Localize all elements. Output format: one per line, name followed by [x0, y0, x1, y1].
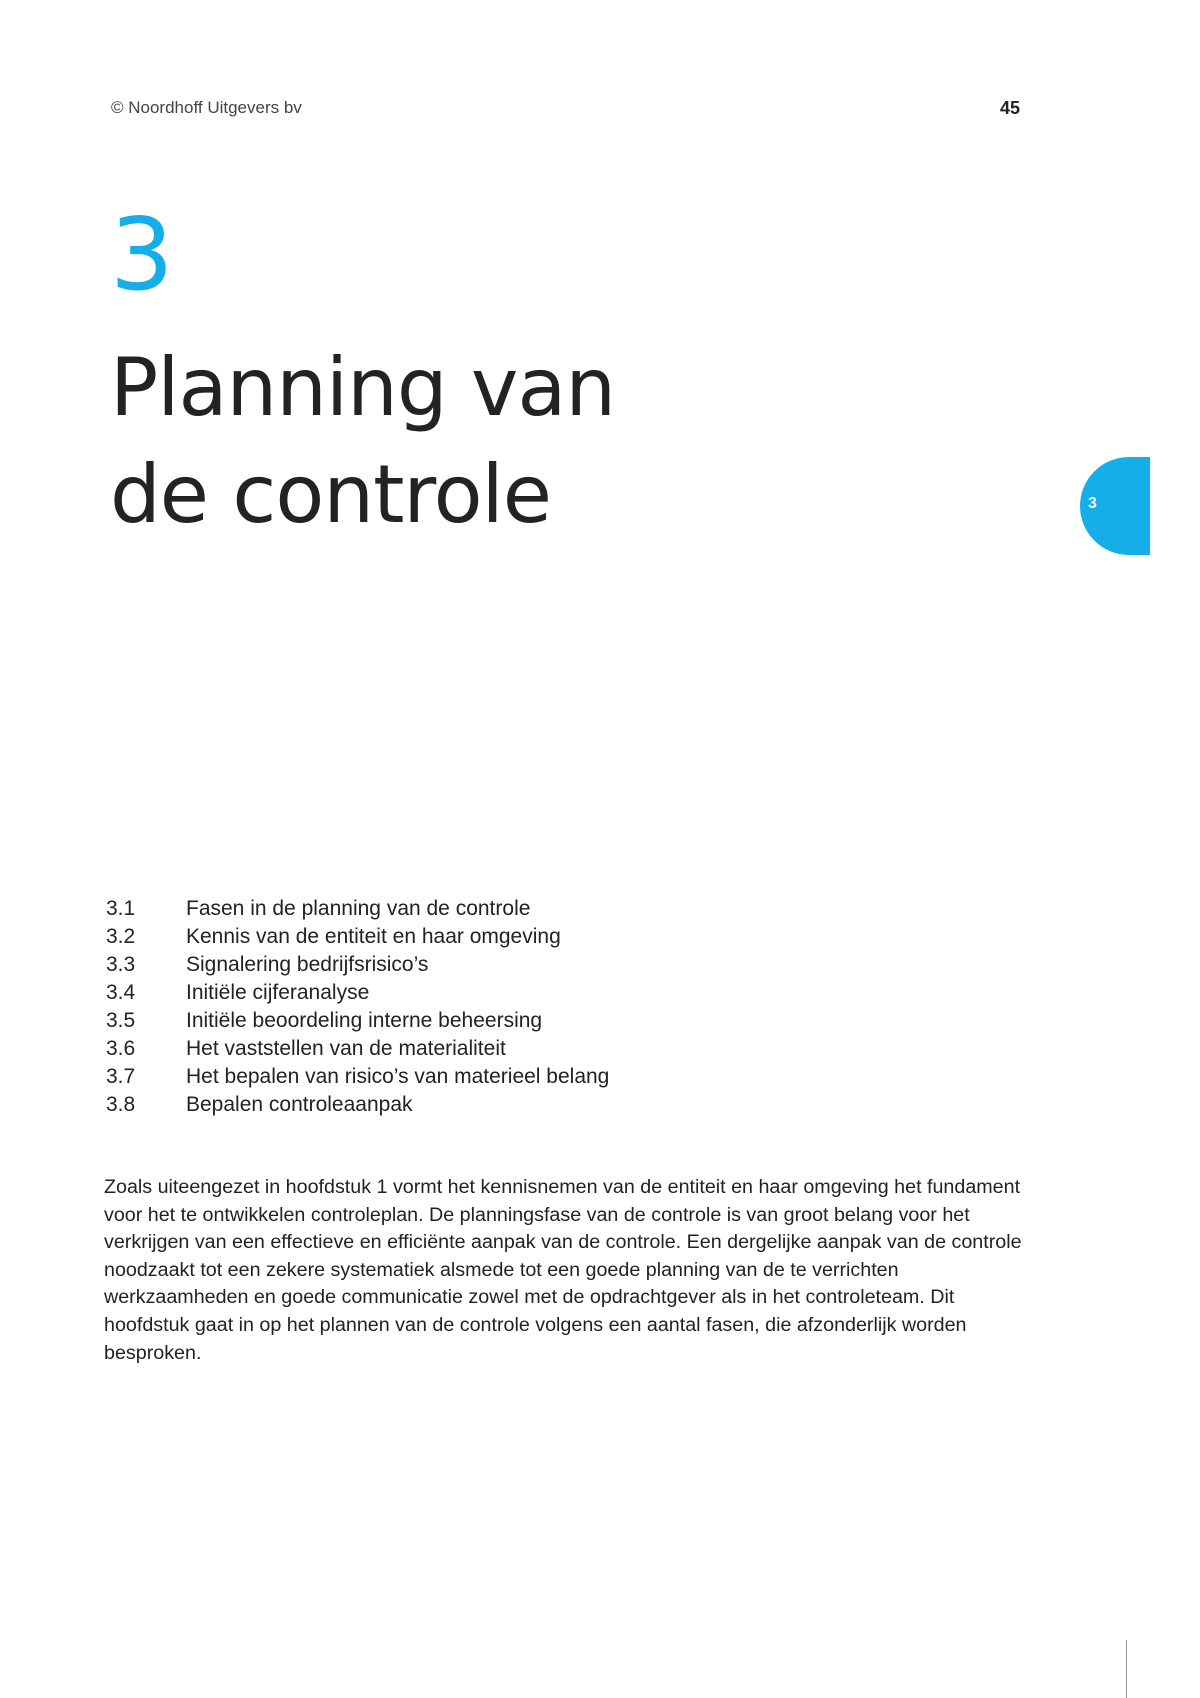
chapter-number: 3: [110, 196, 174, 313]
toc-item-number: 3.3: [106, 953, 136, 976]
scan-edge-line: [1126, 1640, 1127, 1698]
toc-item-number: 3.4: [106, 981, 136, 1004]
toc-item-number: 3.7: [106, 1065, 136, 1088]
chapter-intro-paragraph: Zoals uiteengezet in hoofdstuk 1 vormt het kennisnemen van de entiteit en haar omgeving het fundament voor het te ontwikkelen controleplan. De planningsfase van de controle is van groot belang voor het verkrijgen van een effectieve en efficiënte aanpak van de controle. Een dergelijke aanpak van de controle noodzaakt tot een zekere systematiek alsmede tot een goede planning van de te verrichten werkzaamheden en goede communicatie zowel met de opdrachtgever als in het controleteam. Dit hoofdstuk gaat in op het plannen van de controle volgens een aantal fasen, die afzonderlijk worden besproken.: [104, 1176, 1022, 1364]
toc-item-title: Bepalen controleaanpak: [186, 1093, 413, 1116]
toc-item: [106, 1063, 609, 1091]
chapter-contents-list: [106, 895, 609, 1119]
toc-item: [106, 1035, 609, 1063]
toc-item-title: Kennis van de entiteit en haar omgeving: [186, 925, 561, 948]
chapter-thumb-tab: [1080, 457, 1150, 555]
toc-item-title: Initiële cijferanalyse: [186, 981, 370, 1004]
toc-item-number: 3.1: [106, 897, 136, 920]
toc-item-title: Het bepalen van risico’s van materieel belang: [186, 1065, 610, 1088]
toc-item-number: 3.6: [106, 1037, 136, 1060]
copyright-notice: © Noordhoff Uitgevers bv: [111, 98, 302, 117]
toc-item: [106, 895, 609, 923]
page-number: 45: [1000, 98, 1021, 118]
toc-item: [106, 1091, 609, 1119]
toc-item: [106, 1007, 609, 1035]
toc-item-title: Signalering bedrijfsrisico’s: [186, 953, 429, 976]
toc-item-number: 3.8: [106, 1093, 136, 1116]
toc-item-title: Initiële beoordeling interne beheersing: [186, 1009, 543, 1032]
toc-item-number: 3.2: [106, 925, 136, 948]
toc-item: [106, 979, 609, 1007]
toc-item-number: 3.5: [106, 1009, 136, 1032]
toc-item-title: Het vaststellen van de materialiteit: [186, 1037, 506, 1060]
chapter-title: Planning van de controle: [110, 341, 616, 541]
chapter-thumb-tab-label: 3: [1088, 495, 1097, 512]
toc-item: [106, 923, 609, 951]
toc-item: [106, 951, 609, 979]
toc-item-title: Fasen in de planning van de controle: [186, 897, 531, 920]
